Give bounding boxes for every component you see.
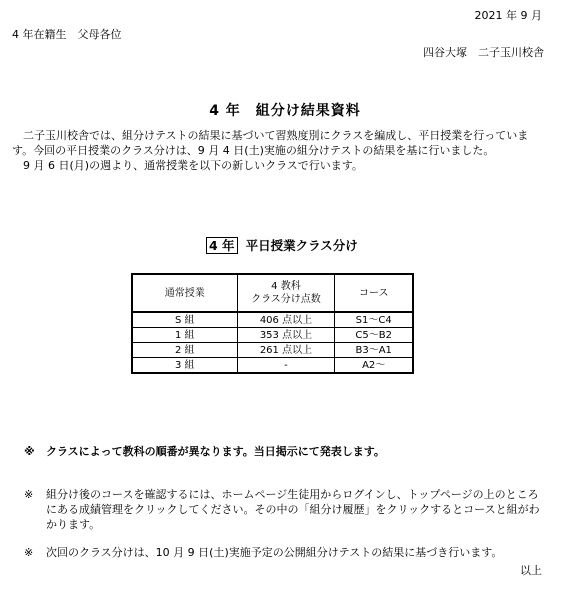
body-text [12,128,542,173]
note-mark: ※ [24,488,34,501]
table-header-row [132,274,413,312]
section-title [206,238,358,255]
body-paragraph-1: 二子玉川校舎では、組分けテストの結果に基づいて習熟度別にクラスを編成し、平日授業を行っています。今回の平日授業のクラス分けは、9 月 4 日(土)実施の組分けテストの結果を基に行いました。 [12,129,529,157]
note-next-test [24,545,544,560]
cell-score: - [237,358,335,374]
cell-course: A2〜 [335,358,413,374]
cell-course: C5〜B2 [335,328,413,343]
document-title: 4 年 組分け結果資料 [209,103,361,119]
body-paragraph-2: 9 月 6 日(月)の週より、通常授業を以下の新しいクラスで行います。 [12,159,363,172]
class-assignment-table [131,273,414,374]
note-text: 組分け後のコースを確認するには、ホームページ生徒用からログインし、トップページの上のところにある成績管理をクリックしてください。その中の「組分け履歴」をクリックするとコースと組がわかります。 [46,488,540,531]
table-row [132,312,413,328]
note-course-check [24,487,544,532]
recipient-line: 4 年在籍生 父母各位 [12,28,122,41]
cell-class: 3 組 [132,358,237,374]
note-class-order [24,444,544,459]
header-class: 通常授業 [132,274,237,312]
cell-class: 1 組 [132,328,237,343]
cell-course: S1〜C4 [335,312,413,328]
table-row [132,343,413,358]
cell-course: B3〜A1 [335,343,413,358]
document-date: 2021 年 9 月 [474,9,542,22]
grade-box: 4 年 [206,237,238,254]
sender-line: 四谷大塚 二子玉川校舎 [423,46,544,59]
cell-class: S 組 [132,312,237,328]
cell-score: 261 点以上 [237,343,335,358]
header-score: 4 教科 クラス分け点数 [237,274,335,312]
note-text: 次回のクラス分けは、10 月 9 日(土)実施予定の公開組分けテストの結果に基づき行います。 [46,546,503,559]
header-course: コース [335,274,413,312]
cell-score: 353 点以上 [237,328,335,343]
cell-class: 2 組 [132,343,237,358]
table-row [132,358,413,374]
cell-score: 406 点以上 [237,312,335,328]
note-mark: ※ [24,546,34,559]
table-row [132,328,413,343]
note-mark: ※ [24,445,35,458]
closing-text: 以上 [520,564,542,577]
section-title-text: 平日授業クラス分け [245,238,358,253]
note-text: クラスによって教科の順番が異なります。当日掲示にて発表します。 [46,445,385,458]
